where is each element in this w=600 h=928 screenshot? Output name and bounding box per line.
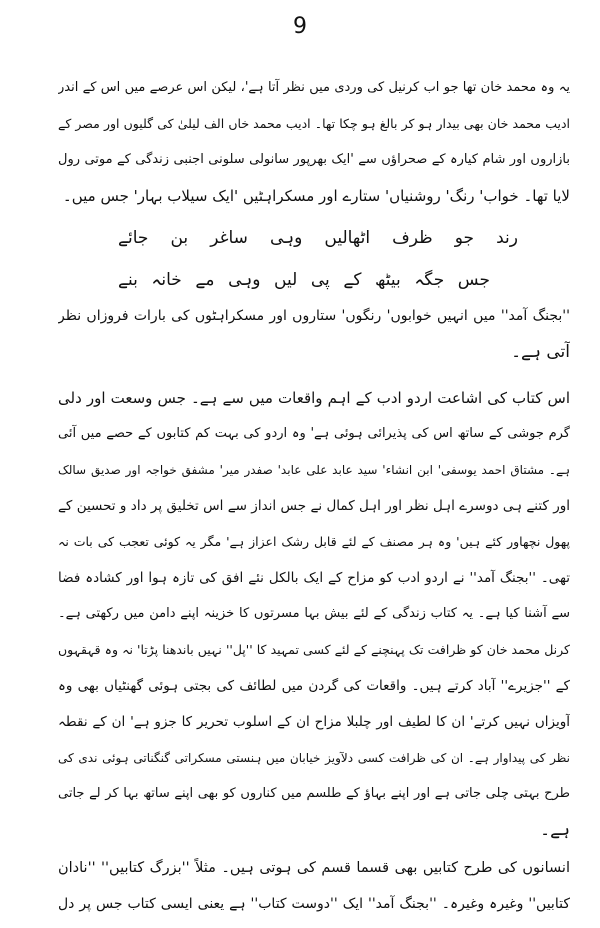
verse-line-2: جس جگہ بیٹھ کے پی لیں وہی مے خانہ بنے — [118, 270, 490, 290]
paragraph-3-line-13: ہے۔ — [540, 820, 570, 840]
paragraph-3-line-11: نظر کی پیداوار ہے۔ ان کی ظرافت کسی دلآویز خیابان میں ہنستی مسکراتی گنگناتی ہوئی ندی کی — [58, 751, 570, 765]
paragraph-3-line-10: آویزاں نہیں کرتے' ان کا لطیف اور چلبلا مزاح ان کے اسلوب تحریر کا جزو ہے' ان کے نقطہ — [58, 714, 570, 730]
page-number: 9 — [293, 14, 307, 39]
paragraph-3-line-2: گرم جوشی کے ساتھ اس کی پذیرائی ہوئی ہے' وہ اردو کی بہت کم کتابوں کے حصے میں آئی — [58, 426, 570, 441]
paragraph-3-line-5: پھول نچھاور کئے ہیں' وہ ہر مصنف کے لئے قابل رشک اعزاز ہے' مگر یہ کوئی تعجب کی بات نہ — [58, 534, 570, 549]
paragraph-1-line-4: لایا تھا۔ خواب' رنگ' روشنیاں' ستارے اور مسکراہٹیں 'ایک سیلاب بہار' جس میں۔ — [62, 187, 570, 205]
paragraph-3-line-7: سے آشنا کیا ہے۔ یہ کتاب زندگی کے لئے بیش بہا مسرتوں کا خزینہ اپنے دامن میں رکھتی ہے۔ — [58, 606, 570, 621]
paragraph-1-line-1: یہ وہ محمد خان تھا جو اب کرنیل کی وردی میں نظر آتا ہے'، لیکن اس عرصے میں اس کے اندر — [58, 80, 570, 95]
paragraph-1-line-2: ادیب محمد خان بھی بیدار ہو کر بالغ ہو چکا تھا۔ ادیب محمد خاں الف لیلیٰ کی گلیوں اور مصر کے — [58, 116, 570, 131]
paragraph-3-line-12: طرح بہتی چلی جاتی ہے اور اپنے بہاؤ کے طلسم میں کناروں کو بھی اپنے ساتھ بہا کر لے جاتی — [58, 786, 570, 801]
paragraph-4-line-1: انسانوں کی طرح کتابیں بھی قسما قسم کی ہوتی ہیں۔ مثلاً ''بزرگ کتابیں'' ''نادان — [58, 860, 570, 876]
verse-line-1: رند جو ظرف اٹھالیں وہی ساغر بن جائے — [118, 228, 518, 248]
paragraph-3-line-4: اور کتنے ہی دوسرے اہل نظر اور اہل کمال نے جس انداز سے اس تخلیق پر داد و تحسین کے — [58, 498, 570, 514]
paragraph-2-line-2: آتی ہے۔ — [511, 342, 570, 362]
paragraph-3-line-1: اس کتاب کی اشاعت اردو ادب کے اہم واقعات میں سے ہے۔ جس وسعت اور دلی — [58, 389, 570, 407]
paragraph-4-line-2: کتابیں'' وغیرہ وغیرہ۔ ''بجنگ آمد'' ایک ''دوست کتاب'' ہے یعنی ایسی کتاب جس پر دل — [58, 896, 570, 912]
paragraph-3-line-3: ہے۔ مشتاق احمد یوسفی' ابن انشاء' سید عابد علی عابد' صفدر میر' مشفق خواجہ اور صدیق سالک — [58, 463, 570, 477]
paragraph-3-line-9: کے ''جزیرے'' آباد کرتے ہیں۔ واقعات کی گردن میں لطائف کی بجتی ہوئی گھنٹیاں بھی وہ — [58, 678, 570, 694]
paragraph-3-line-6: تھی۔ ''بجنگ آمد'' نے اردو ادب کو مزاح کے ایک بالکل نئے افق کی تازہ ہوا اور کشادہ فضا — [58, 570, 570, 586]
paragraph-3-line-8: کرنل محمد خان کو ظرافت تک پہنچنے کے لئے کسی تمہید کا ''پل'' نہیں باندھنا پڑتا' نہ وہ قہقہوں — [58, 642, 570, 657]
paragraph-1-line-3: بازاروں اور شام کیارہ کے صحراؤں سے 'ایک بھرپور سانولی سلونی اجنبی زندگی کے موتی رول — [58, 152, 570, 167]
paragraph-2-line-1: ''بجنگ آمد'' میں انہیں خوابوں' رنگوں' ستاروں اور مسکراہٹوں کی بارات فروزاں نظر — [58, 308, 570, 324]
